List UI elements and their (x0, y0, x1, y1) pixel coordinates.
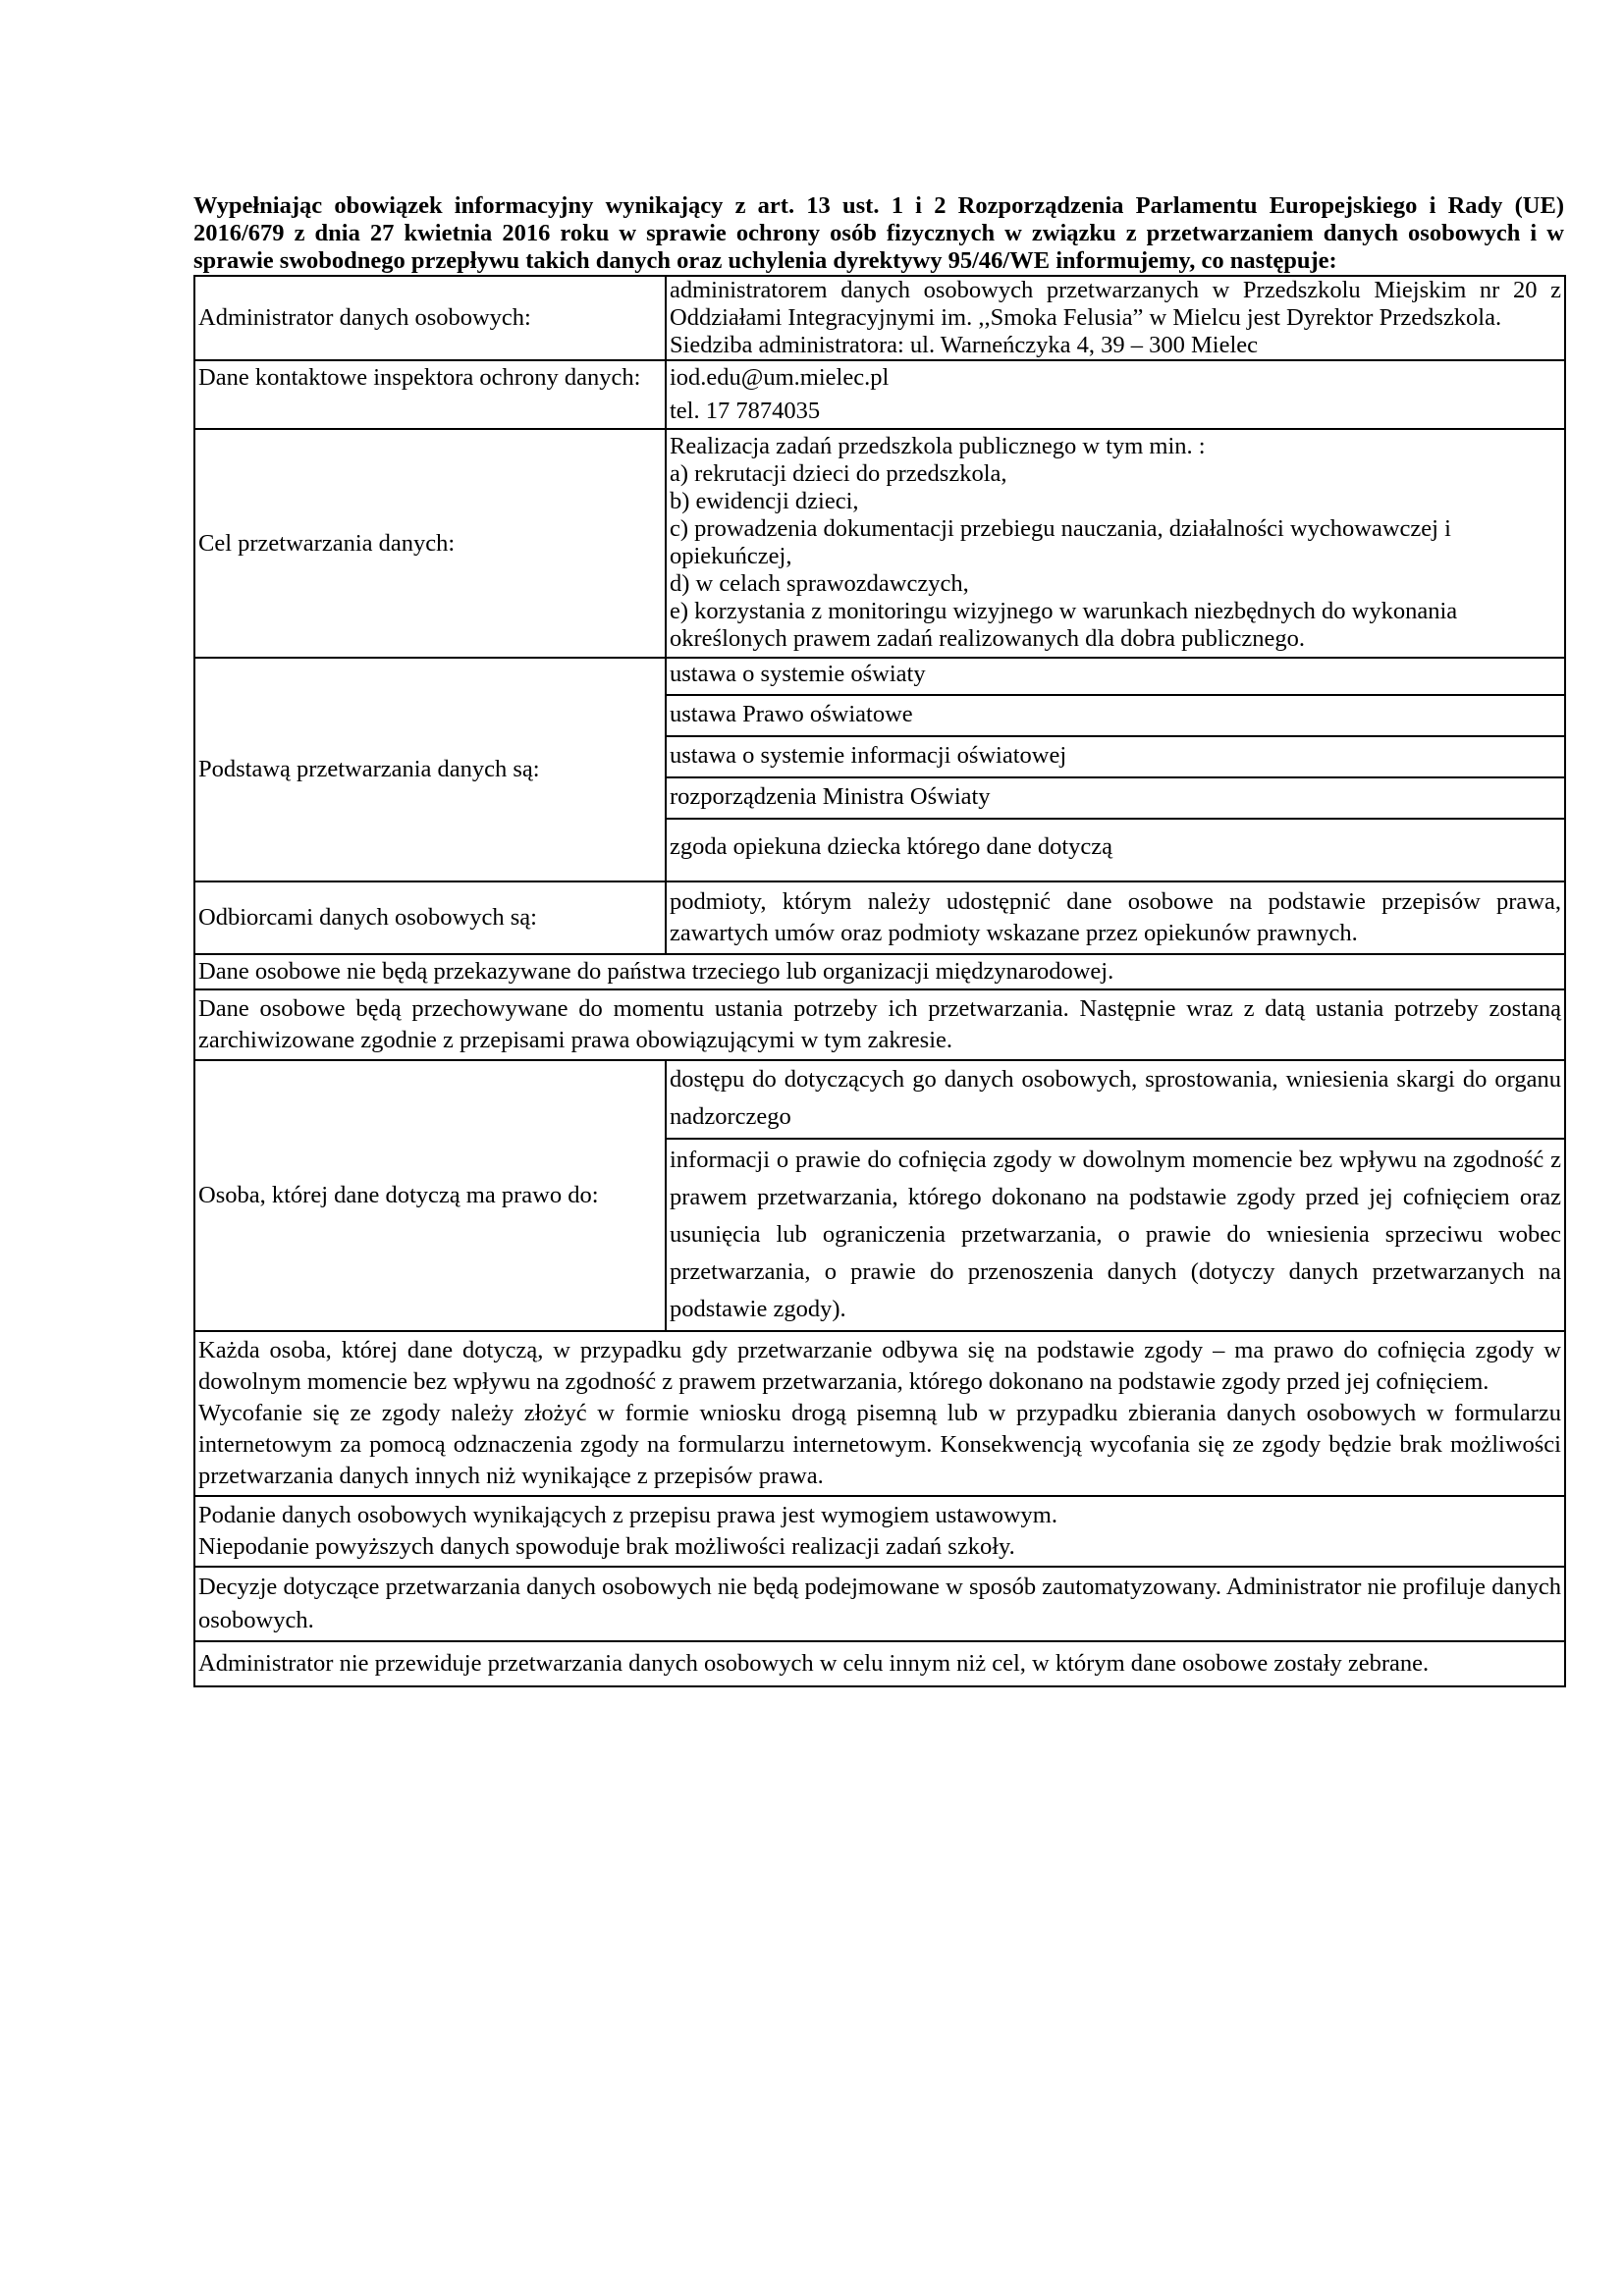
purpose-value (666, 429, 1565, 658)
no-transfer-text: Dane osobowe nie będą przekazywane do państwa trzeciego lub organizacji międzynarodowej. (194, 954, 1565, 989)
recipients-text: podmioty, którym należy udostępnić dane osobowe na podstawie przepisów prawa, zawartych umów oraz podmioty wskazane przez opiekunów prawnych. (670, 888, 1561, 946)
purpose-label: Cel przetwarzania danych: (194, 429, 666, 658)
purpose-row (194, 429, 1565, 658)
admin-text: administratorem danych osobowych przetwarzanych w Przedszkolu Miejskim nr 20 z Oddziałami Integracyjnymi im. ,,Smoka Felusia” w Mielcu jest Dyrektor Przedszkola. (670, 277, 1561, 331)
consent-cell (194, 1331, 1565, 1496)
contact-row (194, 360, 1565, 429)
recipients-value (666, 881, 1565, 954)
purpose-line: c) prowadzenia dokumentacji przebiegu nauczania, działalności wychowawczej i opiekuńczej, (670, 515, 1451, 569)
admin-label: Administrator danych osobowych: (194, 276, 666, 360)
statutory-row (194, 1496, 1565, 1567)
contact-value (666, 360, 1565, 429)
basis-item: rozporządzenia Ministra Oświaty (667, 778, 1564, 820)
statutory-cell (194, 1496, 1565, 1567)
basis-item: ustawa o systemie oświaty (667, 659, 1564, 696)
consent-paragraph: Każda osoba, której dane dotyczą, w przypadku gdy przetwarzanie odbywa się na podstawie zgody – ma prawo do cofnięcia zgody w dowolnym momencie bez wpływu na zgodność z prawem przetwarzania, którego dokonano na podstawie zgody przed jej cofnięciem. (198, 1337, 1561, 1395)
rights-value (666, 1060, 1565, 1331)
purpose-line: e) korzystania z monitoringu wizyjnego w warunkach niezbędnych do wykonania określonych prawem zadań realizowanych dla dobra publicznego. (670, 598, 1458, 652)
rights-label: Osoba, której dane dotyczą ma prawo do: (194, 1060, 666, 1331)
basis-item: ustawa o systemie informacji oświatowej (667, 737, 1564, 778)
contact-phone: tel. 17 7874035 (670, 398, 821, 424)
other-purpose-text: Administrator nie przewiduje przetwarzania danych osobowych w celu innym niż cel, w którym dane osobowe zostały zebrane. (194, 1641, 1565, 1686)
purpose-line: Realizacja zadań przedszkola publicznego w tym min. : (670, 433, 1206, 459)
automated-row (194, 1567, 1565, 1641)
purpose-line: a) rekrutacji dzieci do przedszkola, (670, 460, 1007, 487)
contact-email: iod.edu@um.mielec.pl (670, 364, 890, 391)
retention-text: Dane osobowe będą przechowywane do momentu ustania potrzeby ich przetwarzania. Następnie wraz z datą ustania potrzeby zostaną zarchiwizowane zgodnie z przepisami prawa obowiązującymi w tym zakresie. (194, 989, 1565, 1060)
basis-value (666, 658, 1565, 881)
basis-item: ustawa Prawo oświatowe (667, 696, 1564, 737)
consent-withdraw-paragraph: Wycofanie się ze zgody należy złożyć w formie wniosku drogą pisemną lub w przypadku zbierania danych osobowych w formularzu internetowym za pomocą odznaczenia zgody na formularzu internetowym. Konsekwencją wycofania się ze zgody będzie brak możliwości przetwarzania danych innych niż wynikające z przepisów prawa. (198, 1400, 1561, 1489)
purpose-line: d) w celach sprawozdawczych, (670, 570, 969, 597)
retention-row (194, 989, 1565, 1060)
basis-label: Podstawą przetwarzania danych są: (194, 658, 666, 881)
basis-row (194, 658, 1565, 881)
no-transfer-row (194, 954, 1565, 989)
other-purpose-row (194, 1641, 1565, 1686)
recipients-label: Odbiorcami danych osobowych są: (194, 881, 666, 954)
statutory-consequence: Niepodanie powyższych danych spowoduje brak możliwości realizacji zadań szkoły. (198, 1533, 1015, 1560)
rights-item: dostępu do dotyczących go danych osobowych, sprostowania, wniesienia skargi do organu nadzorczego (667, 1061, 1564, 1140)
admin-value (666, 276, 1565, 360)
contact-label: Dane kontaktowe inspektora ochrony danych: (194, 360, 666, 429)
info-table (193, 275, 1566, 1687)
purpose-line: b) ewidencji dzieci, (670, 488, 859, 514)
rights-row (194, 1060, 1565, 1331)
intro-paragraph: Wypełniając obowiązek informacyjny wynikający z art. 13 ust. 1 i 2 Rozporządzenia Parlamentu Europejskiego i Rady (UE) 2016/679 z dnia 27 kwietnia 2016 roku w sprawie ochrony osób fizycznych w związku z przetwarzaniem danych osobowych i w sprawie swobodnego przepływu takich danych oraz uchylenia dyrektywy 95/46/WE informujemy, co następuje: (193, 192, 1564, 274)
basis-item: zgoda opiekuna dziecka którego dane dotyczą (670, 833, 1113, 860)
rights-item: informacji o prawie do cofnięcia zgody w dowolnym momencie bez wpływu na zgodność z prawem przetwarzania, którego dokonano na podstawie zgody przed jej cofnięciem oraz usunięcia lub ograniczenia przetwarzania, o prawie do wniesienia sprzeciwu wobec przetwarzania, o prawie do przenoszenia danych (dotyczy danych przetwarzanych na podstawie zgody). (670, 1147, 1561, 1322)
automated-text: Decyzje dotyczące przetwarzania danych osobowych nie będą podejmowane w sposób zautomatyzowany. Administrator nie profiluje danych osobowych. (194, 1567, 1565, 1641)
admin-seat: Siedziba administratora: ul. Warneńczyka 4, 39 – 300 Mielec (670, 332, 1259, 358)
consent-row (194, 1331, 1565, 1496)
statutory-paragraph: Podanie danych osobowych wynikających z przepisu prawa jest wymogiem ustawowym. (198, 1502, 1057, 1528)
recipients-row (194, 881, 1565, 954)
document-page (193, 192, 1566, 1687)
admin-row (194, 276, 1565, 360)
